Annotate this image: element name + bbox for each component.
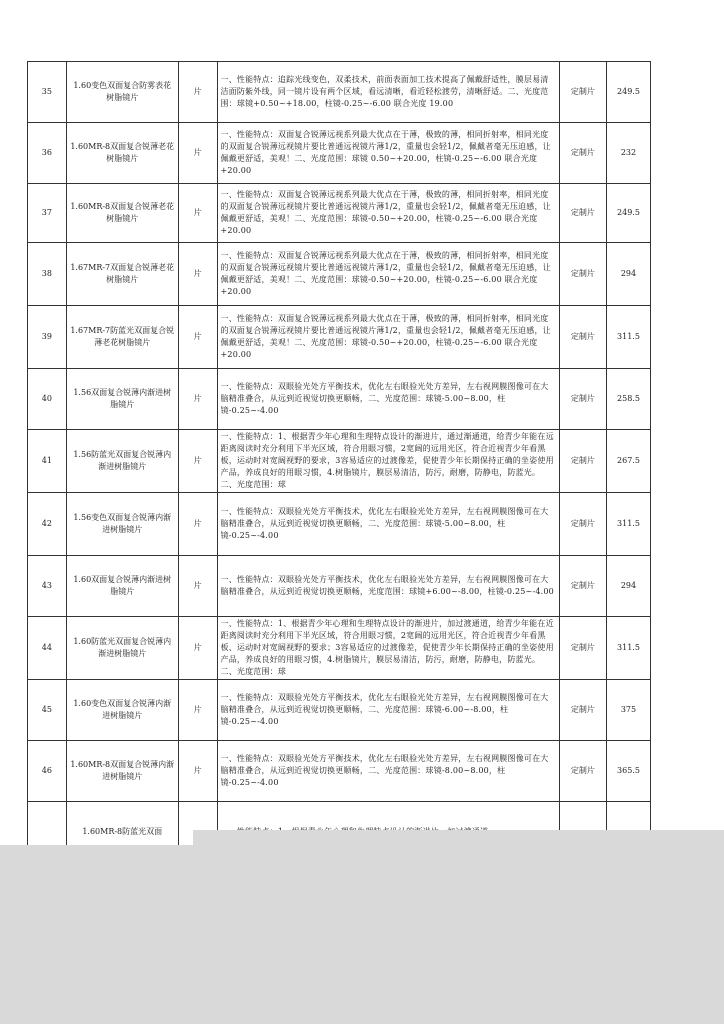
row-number xyxy=(28,556,67,617)
row-number xyxy=(28,741,67,802)
price-cell xyxy=(606,493,650,556)
unit-cell-text: 片 xyxy=(193,456,202,465)
price-cell-text: 311.5 xyxy=(617,519,640,528)
row-number-text: 39 xyxy=(41,332,52,341)
price-cell xyxy=(606,369,650,430)
table-row xyxy=(28,617,651,680)
product-name-text: 1.60变色双面复合防雾表花树脂镜片 xyxy=(73,81,172,102)
unit-cell xyxy=(178,741,217,802)
table-row xyxy=(28,243,651,306)
description-cell-text: 一、性能特点：1、根据青少年心理和生理特点设计的渐进片，通过渐通道，给青少年能在远距离阅读时充分利用下半光区域，符合用眼习惯，2宽阔的远用光区，符合近视青少年看黑板，运动时对宽阔视野的要求，3容易适应的过渡像差，促使青少年长期保持正确的坐姿使用产品，养成良好的用眼习惯，4.树脂镜片，膜层易清洁，防污，耐磨，防静电，防蓝光。二、光度范围：球 xyxy=(220,432,554,489)
product-name xyxy=(66,680,178,741)
row-number-text: 35 xyxy=(41,87,52,96)
type-cell xyxy=(559,741,606,802)
price-cell xyxy=(606,123,650,184)
unit-cell xyxy=(178,493,217,556)
table-row xyxy=(28,430,651,493)
product-name xyxy=(66,369,178,430)
type-cell-text: 定制片 xyxy=(570,269,595,278)
unit-cell-text: 片 xyxy=(193,208,202,217)
type-cell-text: 定制片 xyxy=(570,766,595,775)
product-name-text: 1.67MR-7防蓝光双面复合锐薄老花树脂镜片 xyxy=(70,326,175,347)
product-name xyxy=(66,306,178,369)
type-cell xyxy=(559,306,606,369)
description-cell xyxy=(217,62,559,123)
product-name xyxy=(66,741,178,802)
row-number xyxy=(28,184,67,243)
type-cell-text: 定制片 xyxy=(570,87,595,96)
row-number xyxy=(28,369,67,430)
table-row xyxy=(28,556,651,617)
price-cell-text: 365.5 xyxy=(617,766,640,775)
product-name-text: 1.60MR-8防蓝光双面 xyxy=(82,827,163,836)
type-cell xyxy=(559,123,606,184)
price-cell-text: 249.5 xyxy=(617,87,640,96)
product-name xyxy=(66,493,178,556)
table-row xyxy=(28,306,651,369)
description-cell-text: 一、性能特点：双眼验光处方平衡技术，优化左右眼验光处方差异，左右视网膜图像可在大脑精准叠合，从远到近视觉切换更顺畅，二、光度范围：球镜-6.00~-8.00，柱镜-0.25~-4.00 xyxy=(220,693,549,726)
table-row xyxy=(28,741,651,802)
price-cell xyxy=(606,430,650,493)
unit-cell xyxy=(178,123,217,184)
price-cell xyxy=(606,306,650,369)
row-number xyxy=(28,493,67,556)
price-cell-text: 375 xyxy=(620,705,637,714)
description-cell-text: 一、性能特点：双面复合锐薄远视系列最大优点在于薄，极致的薄，相同折射率，相同光度的双面复合锐薄远视镜片要比普通远视镜片薄1/2，重量也会轻1/2，佩戴者毫无压迫感，让佩戴更舒适，美观！二、光度范围：球镜-0.50~+20.00，柱镜-0.25~-6.00 联合光度+20.00 xyxy=(220,251,551,296)
unit-cell-text: 片 xyxy=(193,269,202,278)
row-number-text: 38 xyxy=(41,269,52,278)
row-number xyxy=(28,430,67,493)
unit-cell-text: 片 xyxy=(193,766,202,775)
description-cell xyxy=(217,617,559,680)
product-name xyxy=(66,430,178,493)
description-cell xyxy=(217,741,559,802)
unit-cell xyxy=(178,369,217,430)
price-cell-text: 311.5 xyxy=(617,332,640,341)
unit-cell xyxy=(178,556,217,617)
row-number-text: 43 xyxy=(41,581,52,590)
type-cell xyxy=(559,680,606,741)
price-cell xyxy=(606,680,650,741)
type-cell-text: 定制片 xyxy=(570,332,595,341)
product-name xyxy=(66,123,178,184)
row-number xyxy=(28,680,67,741)
product-name xyxy=(66,243,178,306)
unit-cell-text: 片 xyxy=(193,581,202,590)
table-row xyxy=(28,493,651,556)
description-cell xyxy=(217,306,559,369)
unit-cell xyxy=(178,617,217,680)
unit-cell-text: 片 xyxy=(193,705,202,714)
description-cell xyxy=(217,556,559,617)
unit-cell xyxy=(178,430,217,493)
table-row xyxy=(28,680,651,741)
product-name xyxy=(66,617,178,680)
price-cell xyxy=(606,243,650,306)
product-name-text: 1.67MR-7双面复合锐薄老花树脂镜片 xyxy=(70,263,175,284)
gray-overlay xyxy=(0,845,724,1024)
product-name xyxy=(66,62,178,123)
table-row xyxy=(28,184,651,243)
table-row xyxy=(28,369,651,430)
description-cell xyxy=(217,493,559,556)
product-name-text: 1.60防蓝光双面复合锐薄内渐进树脂镜片 xyxy=(73,637,172,658)
unit-cell-text: 片 xyxy=(193,519,202,528)
description-cell-text: 一、性能特点：双面复合锐薄远视系列最大优点在于薄，极致的薄，相同折射率，相同光度的双面复合锐薄远视镜片要比普通远视镜片薄1/2，重量也会轻1/2，佩戴者毫无压迫感，让佩戴更舒适，美观！二、光度范围：球镜 0.50~+20.00，柱镜-0.25~-6.00 联合光度+20.00 xyxy=(220,130,551,175)
description-cell-text: 一、性能特点：双面复合锐薄远视系列最大优点在于薄，极致的薄，相同折射率，相同光度的双面复合锐薄远视镜片要比普通远视镜片薄1/2，重量也会轻1/2，佩戴者毫无压迫感，让佩戴更舒适，美观！二、光度范围：球镜-0.50~+20.00，柱镜-0.25~-6.00 联合光度+20.00 xyxy=(220,190,551,235)
price-cell xyxy=(606,741,650,802)
description-cell-text: 一、性能特点：双眼验光处方平衡技术，优化左右眼验光处方差异，左右视网膜图像可在大脑精准叠合，从远到近视觉切换更顺畅，二、光度范围：球镜-8.00~8.00，柱镜-0.25~-4.00 xyxy=(220,754,549,787)
type-cell xyxy=(559,62,606,123)
row-number-text: 46 xyxy=(41,766,52,775)
description-cell-text: 一、性能特点：双面复合锐薄远视系列最大优点在于薄，极致的薄，相同折射率，相同光度的双面复合锐薄远视镜片要比普通远视镜片薄1/2，重量也会轻1/2，佩戴者毫无压迫感，让佩戴更舒适，美观！二、光度范围：球镜-0.50~+20.00，柱镜-0.25~-6.00 联合光度+20.00 xyxy=(220,314,551,359)
product-name-text: 1.60MR-8双面复合锐薄老花树脂镜片 xyxy=(70,202,175,223)
description-cell xyxy=(217,123,559,184)
row-number-text: 41 xyxy=(41,456,52,465)
type-cell-text: 定制片 xyxy=(570,705,595,714)
product-name xyxy=(66,556,178,617)
row-number xyxy=(28,243,67,306)
product-name-text: 1.60MR-8双面复合锐薄内渐进树脂镜片 xyxy=(70,760,175,781)
price-cell-text: 311.5 xyxy=(617,643,640,652)
description-cell xyxy=(217,369,559,430)
product-name-text: 1.60变色双面复合锐薄内渐进树脂镜片 xyxy=(73,699,172,720)
type-cell xyxy=(559,556,606,617)
row-number xyxy=(28,123,67,184)
type-cell-text: 定制片 xyxy=(570,394,595,403)
unit-cell xyxy=(178,306,217,369)
type-cell xyxy=(559,369,606,430)
price-cell xyxy=(606,62,650,123)
price-cell-text: 294 xyxy=(620,581,637,590)
product-table xyxy=(27,61,651,863)
row-number xyxy=(28,306,67,369)
type-cell xyxy=(559,430,606,493)
price-cell xyxy=(606,184,650,243)
type-cell xyxy=(559,493,606,556)
product-name-text: 1.56防蓝光双面复合锐薄内渐进树脂镜片 xyxy=(73,450,172,471)
table-row xyxy=(28,123,651,184)
product-name-text: 1.56双面复合锐薄内渐进树脂镜片 xyxy=(73,388,172,409)
row-number-text: 44 xyxy=(41,643,52,652)
type-cell xyxy=(559,617,606,680)
unit-cell xyxy=(178,243,217,306)
price-cell xyxy=(606,617,650,680)
type-cell-text: 定制片 xyxy=(570,208,595,217)
price-cell-text: 267.5 xyxy=(617,456,640,465)
row-number-text: 42 xyxy=(41,519,52,528)
unit-cell-text: 片 xyxy=(193,87,202,96)
unit-cell-text: 片 xyxy=(193,332,202,341)
description-cell xyxy=(217,184,559,243)
description-cell-text: 一、性能特点：双眼验光处方平衡技术，优化左右眼验光处方差异，左右视网膜图像可在大脑精准叠合，从远到近视觉切换更顺畅，二、光度范围：球镜-5.00~8.00，柱镜-0.25~-4.00 xyxy=(220,382,549,415)
table-row xyxy=(28,62,651,123)
product-name xyxy=(66,184,178,243)
price-cell-text: 258.5 xyxy=(617,394,640,403)
type-cell-text: 定制片 xyxy=(570,456,595,465)
unit-cell-text: 片 xyxy=(193,394,202,403)
description-cell-text: 一、性能特点：双眼验光处方平衡技术，优化左右眼验光处方差异，左右视网膜图像可在大脑精准叠合，从远到近视觉切换更顺畅，光度范围：球镜+6.00~-8.00，柱镜-0.25~-4.00 xyxy=(220,575,554,596)
product-name-text: 1.60MR-8双面复合锐薄老花树脂镜片 xyxy=(70,142,175,163)
description-cell-text: 一、性能特点：1、根据青少年心理和生理特点设计的渐进片，加过渡通道，给青少年能在近距离阅读时充分利用下半光区域，符合用眼习惯，2宽阔的远用光区，符合近视青少年看黑板、运动时对宽阔视野的要求；3容易适应的过渡像差，促使青少年长期保持正确的坐姿使用产品，养成良好的用眼习惯，4.树脂镜片，膜层易清洁，防污，耐磨，防静电，防蓝光。二、光度范围：球 xyxy=(220,619,554,676)
unit-cell xyxy=(178,680,217,741)
price-cell-text: 232 xyxy=(620,148,637,157)
row-number-text: 45 xyxy=(41,705,52,714)
gray-overlay-top xyxy=(193,830,724,846)
price-cell xyxy=(606,556,650,617)
description-cell-text: 一、性能特点：追踪光线变色，双柔技术，前面表面加工技术提高了佩戴舒适性，膜层易清洁面防紫外线，同一镜片设有两个区域，看远清晰，看近轻松渡劳，清晰舒适。二、光度范围：球镜+0.50~+18.00，柱镜-0.25~-6.00 联合光度 19.00 xyxy=(220,75,549,108)
product-name-text: 1.60双面复合锐薄内渐进树脂镜片 xyxy=(73,575,172,596)
type-cell-text: 定制片 xyxy=(570,519,595,528)
price-cell-text: 249.5 xyxy=(617,208,640,217)
description-cell-text: 一、性能特点：双眼验光处方平衡技术，优化左右眼验光处方差异，左右视网膜图像可在大脑精准叠合，从远到近视觉切换更顺畅，二、光度范围：球镜-5.00~8.00，柱镜-0.25~-4.00 xyxy=(220,507,549,540)
row-number xyxy=(28,62,67,123)
type-cell xyxy=(559,243,606,306)
type-cell xyxy=(559,184,606,243)
product-name-text: 1.56变色双面复合锐薄内渐进树脂镜片 xyxy=(73,513,172,534)
row-number-text: 36 xyxy=(41,148,52,157)
price-cell-text: 294 xyxy=(620,269,637,278)
type-cell-text: 定制片 xyxy=(570,643,595,652)
unit-cell-text: 片 xyxy=(193,148,202,157)
unit-cell-text: 片 xyxy=(193,643,202,652)
row-number-text: 37 xyxy=(41,208,52,217)
type-cell-text: 定制片 xyxy=(570,581,595,590)
unit-cell xyxy=(178,184,217,243)
row-number xyxy=(28,617,67,680)
description-cell xyxy=(217,680,559,741)
type-cell-text: 定制片 xyxy=(570,148,595,157)
description-cell xyxy=(217,430,559,493)
unit-cell xyxy=(178,62,217,123)
row-number-text: 40 xyxy=(41,394,52,403)
description-cell xyxy=(217,243,559,306)
